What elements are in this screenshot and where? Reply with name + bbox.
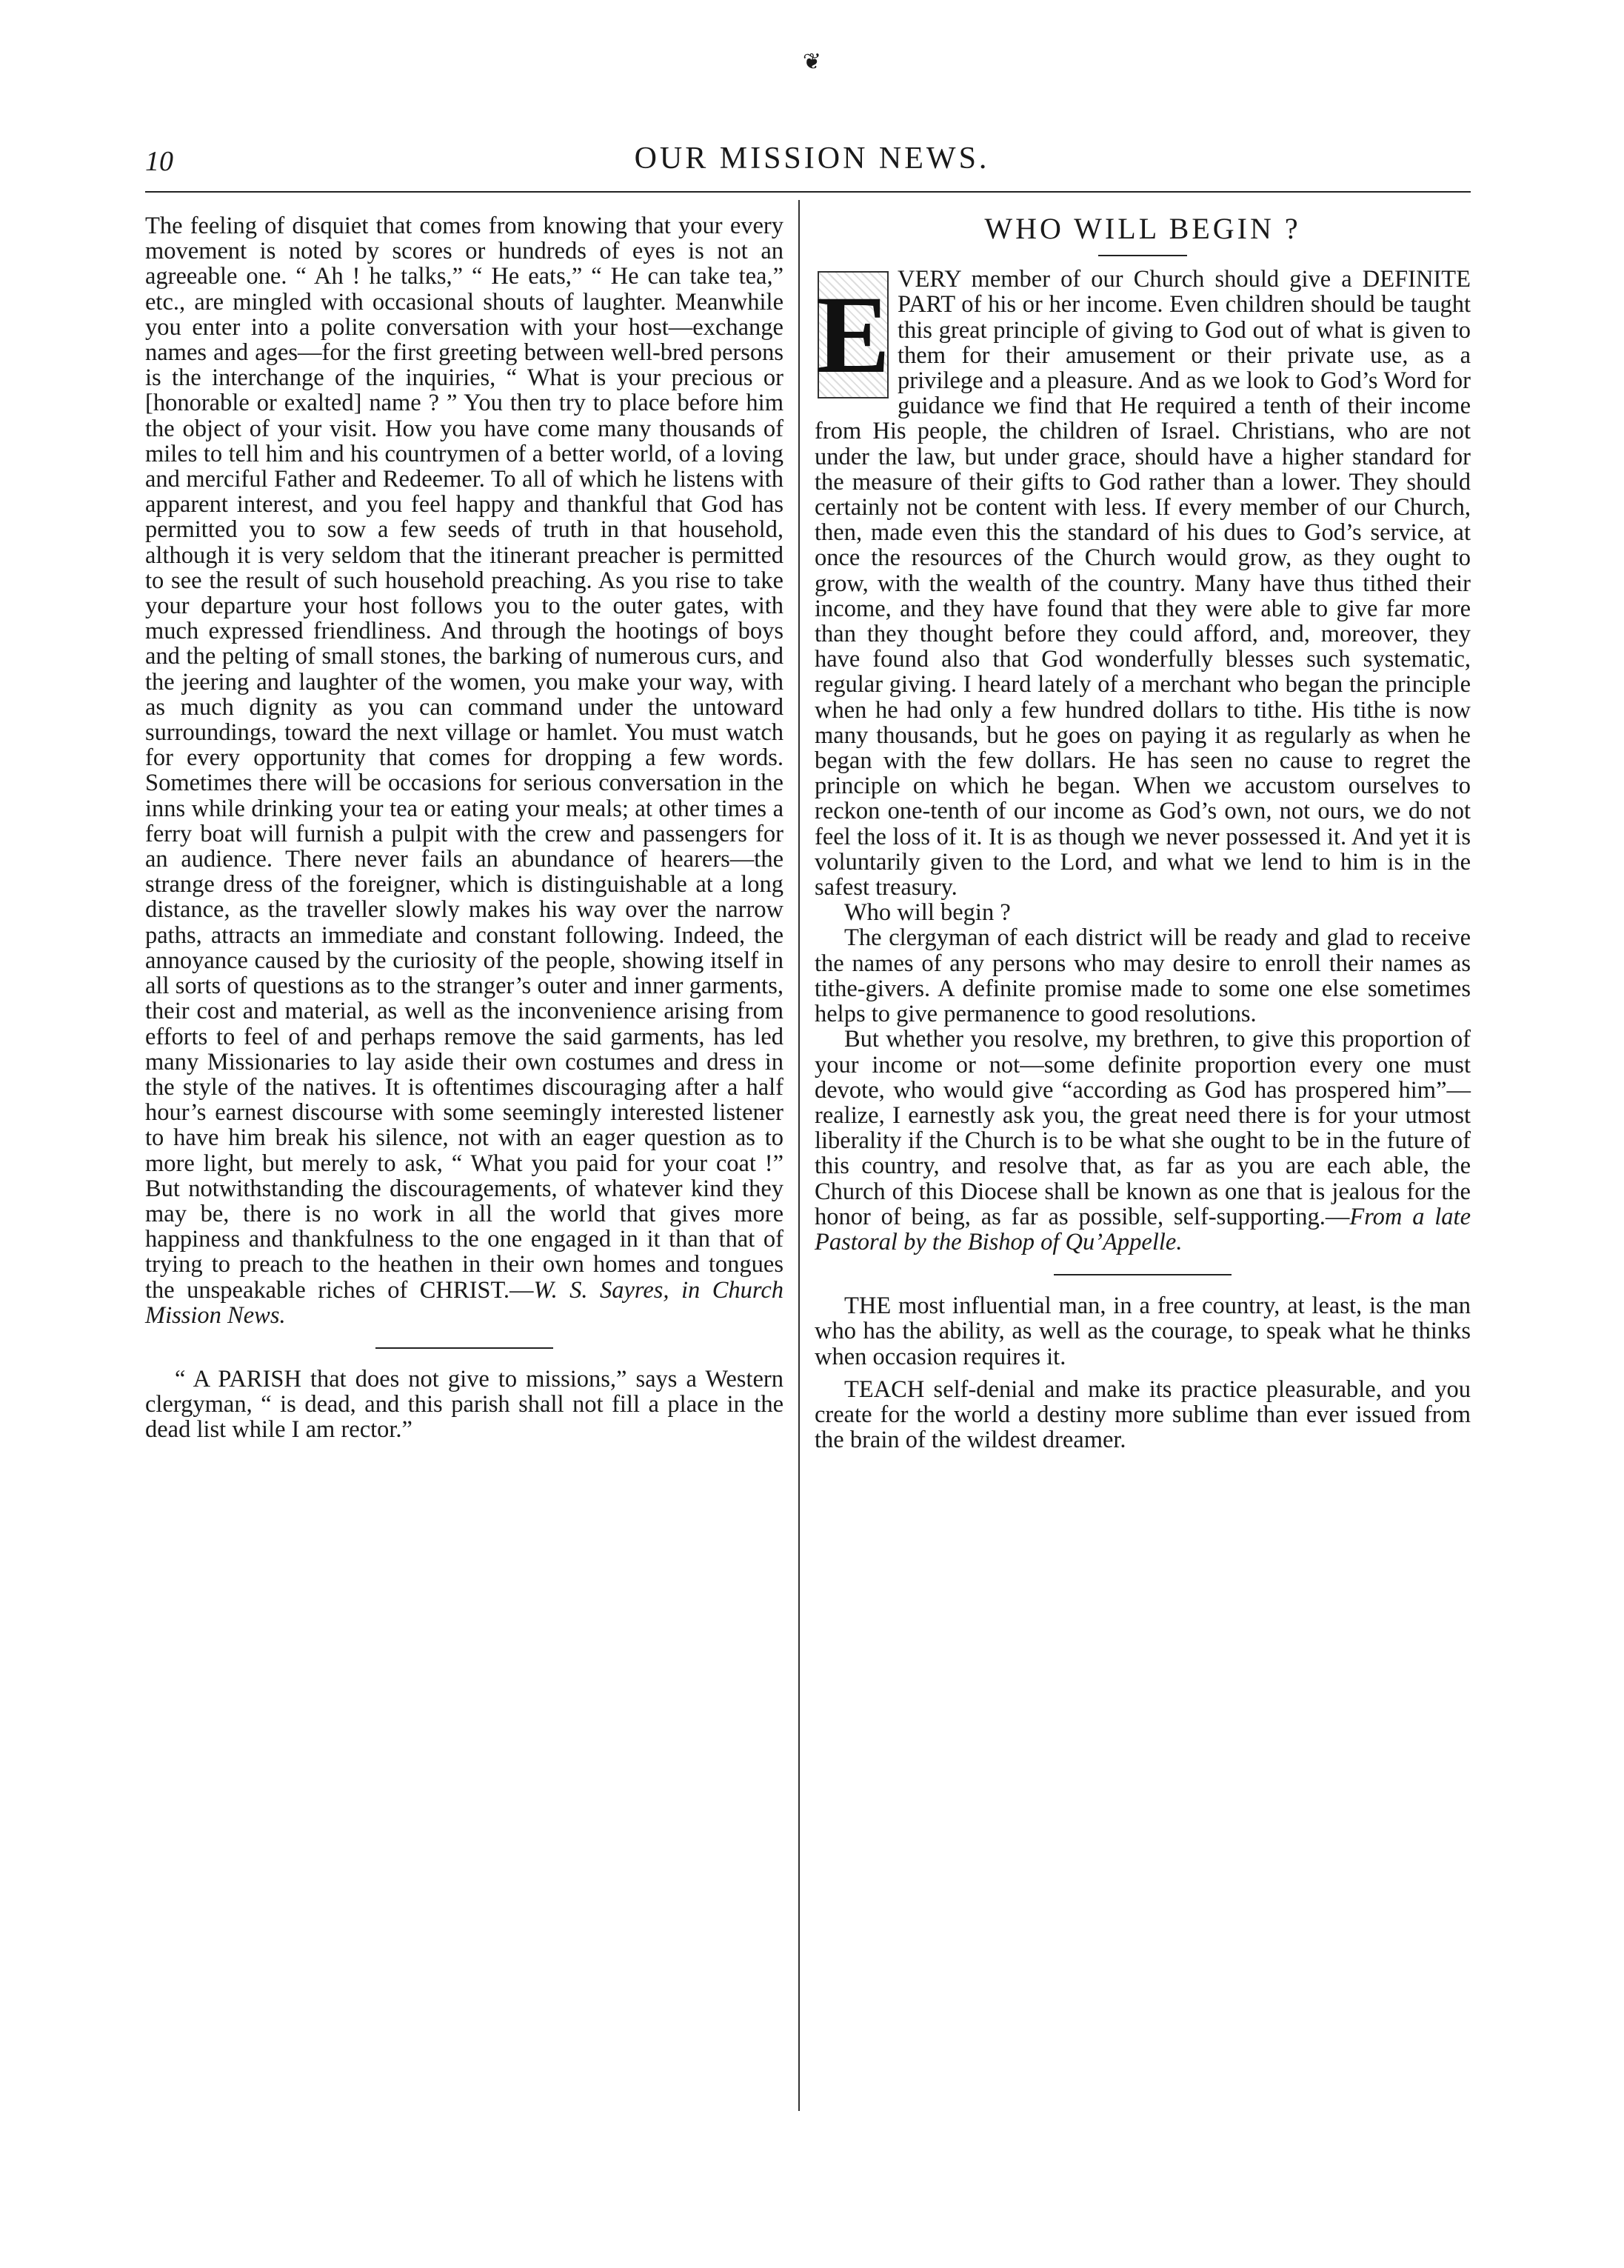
section-rule <box>375 1347 553 1349</box>
article-continuation <box>145 213 783 1328</box>
drop-cap: E <box>818 271 889 398</box>
paragraph-text: But whether you resolve, my brethren, to give this proportion of your income or not—some definite proportion every one must devote, who would give “according as God has prospered him”—realize, I earnestly ask you, the great need there is for your utmost liberality if the Church is to be what she ought to be in the future of this country, and resolve that, as far as you are each able, the Church of this Diocese shall be known as one that is jealous for the honor of being, as far as possible, self-supporting.— <box>815 1026 1471 1230</box>
paragraph: Who will begin ? <box>844 899 1011 927</box>
left-column <box>145 213 783 1443</box>
teach-note: TEACH self-denial and make its practice pleasurable, and you create for the world a destiny more sublime than ever issued from the brain of the wildest dreamer. <box>815 1375 1471 1454</box>
section-rule <box>1054 1274 1232 1275</box>
paragraph: The clergyman of each district will be ready and glad to receive the names of any persons who may desire to enroll their names as tithe-givers. A definite promise made to some one else sometimes helps to give permanence to good resolutions. <box>815 924 1471 1028</box>
article-title: WHO WILL BEGIN ? <box>984 212 1301 245</box>
article-signature: From a late Pastoral by the Bishop of Qu’Appelle. <box>815 1203 1471 1255</box>
continuation-text: The feeling of disquiet that comes from knowing that your every movement is noted by scores or hundreds of eyes is not an agreeable one. “ Ah ! he talks,” “ He eats,” “ He can take tea,” etc., are mingled with occasional shouts of laughter. Meanwhile you enter into a polite conversation with your host—exchange names and ages—for the first greeting between well-bred persons is the interchange of the inquiries, “ What is your precious or [honorable or exalted] name ? ” You then try to place before him the object of your visit. How you have come many thousands of miles to tell him and his countrymen of a better world, of a loving and merciful Father and Redeemer. To all of which he listens with apparent interest, and you feel happy and thankful that God has permitted you to sow a few seeds of truth in that household, although it is very seldom that the itinerant preacher is permitted to see the result of such household preaching. As you rise to take your departure your host follows you to the outer gates, with much expressed friendliness. And through the hootings of boys and the pelting of small stones, the barking of numerous curs, and the jeering and laughter of the women, you make your way, with as much dignity as you can command under the untoward surroundings, toward the next village or hamlet. You must watch for every opportunity that comes for dropping a few words. Sometimes there will be occasions for serious conversation in the inns while drinking your tea or eating your meals; at other times a ferry boat will furnish a pulpit with the crew and passengers for an audience. There never fails an abundance of hearers—the strange dress of the foreigner, which is distinguishable at a long distance, as the traveller slowly makes his way over the narrow paths, attracts an immediate and constant following. Indeed, the annoyance caused by the curiosity of the people, showing itself in all sorts of questions as to the stranger’s outer and inner garments, their cost and material, as well as the inconvenience arising from efforts to feel of and perhaps remove the said garments, has led many Missionaries to lay aside their own costumes and dress in the style of the natives. It is oftentimes discouraging after a half hour’s earnest discourse with some seemingly interested listener to have him break his silence, not with an eager question as to more light, but merely to ask, “ What you paid for your coat !” But notwithstanding the discouragements, of whatever kind they may be, there is no work in all the world that gives more happiness and thankfulness to the one engaged in it than that of trying to preach to the heathen in their own homes and tongues the unspeakable riches of CHRIST.— <box>145 213 783 1304</box>
continuation-signature: W. S. Sayres, in Church Mission News. <box>145 1276 783 1329</box>
title-rule <box>1098 255 1187 256</box>
right-column <box>815 213 1471 1452</box>
header-rule <box>145 191 1471 193</box>
column-divider <box>798 200 800 2111</box>
page-number: 10 <box>145 146 173 177</box>
page-ornament: ❦ <box>802 50 822 74</box>
running-title: OUR MISSION NEWS. <box>634 141 990 176</box>
paragraph: VERY member of our Church should give a DEFINITE PART of his or her income. Even children should be taught this great principle of giving to God out of what is given to them for their amusement or their private use, as a privilege and a pleasure. And as we look to God’s Word for guidance we find that He required a tenth of their income from His people, the children of Israel. Christians, who are not under the law, but under grace, should have a higher standard for the measure of their gifts to God rather than a lower. They should certainly not be content with less. If every member of our Church, then, made even this the standard of his dues to God’s service, at once the resources of the Church would grow, as they ought to grow, with the wealth of the country. Many have thus tithed their income, and they have found that they were able to give far more than they thought before they could afford, and, moreover, they have found also that God wonderfully blesses such systematic, regular giving. I heard lately of a merchant who began the principle when he had only a few hundred dollars to tithe. His tithe is now many thousands, but he goes on paying it as regularly as when he began with the few dollars. He has seen no cause to regret the principle on which he began. When we accustom ourselves to reckon one-tenth of our income as God’s own, not ours, we do not feel the loss of it. It is as though we never possessed it. And yet it is voluntarily given to the Lord, and what we lend to him is in the safest treasury. <box>815 266 1471 901</box>
article-body <box>815 267 1471 1255</box>
parish-quote: “ A PARISH that does not give to missions,” says a Western clergyman, “ is dead, and this parish shall not fill a place in the dead list while I am rector.” <box>145 1365 783 1444</box>
paragraph <box>815 1027 1471 1255</box>
influential-note: THE most influential man, in a free country, at least, is the man who has the ability, as well as the courage, to speak what he thinks when occasion requires it. <box>815 1293 1471 1370</box>
